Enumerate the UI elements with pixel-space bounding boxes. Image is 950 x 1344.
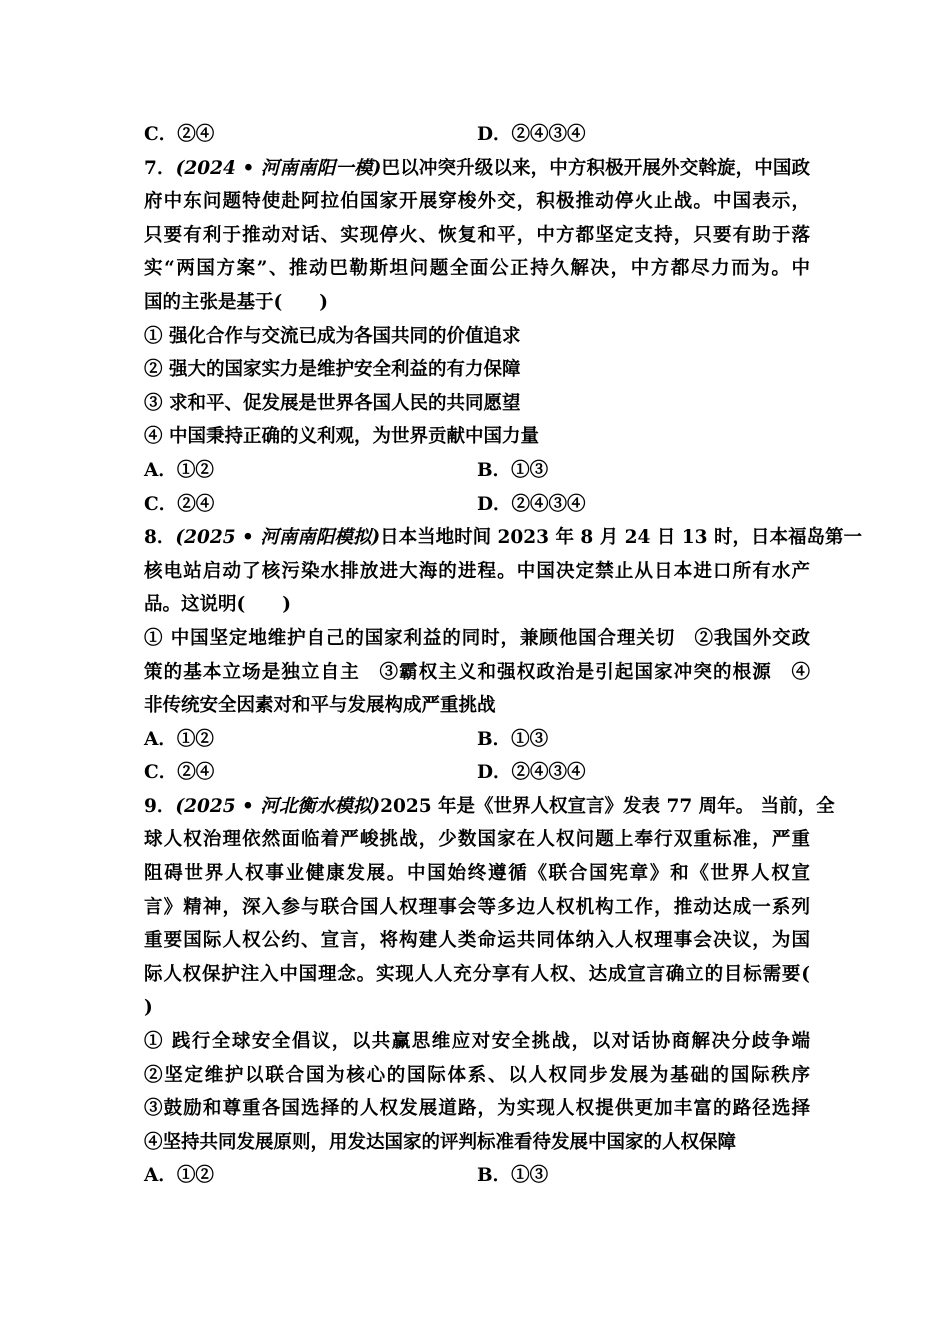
exam-content: [144, 118, 862, 1193]
q9-statement-3: ③鼓励和尊重各国选择的人权发展道路，为实现人权提供更加丰富的路径选择: [144, 1098, 810, 1120]
q9-statement-4: ④坚持共同发展原则，用发达国家的评判标准看待发展中国家的人权保障: [144, 1131, 737, 1153]
q8-options-cd: [144, 756, 810, 790]
q7-option-a[interactable]: A．①②: [144, 459, 214, 481]
q8-option-d[interactable]: D．②④③④: [477, 762, 586, 784]
q6-option-d[interactable]: D．②④③④: [477, 124, 586, 145]
q9-stem-line-5: 重要国际人权公约、宣言，将构建人类命运共同体纳入人权理事会决议，为国: [144, 930, 810, 952]
q9-stem-line-7: ): [144, 997, 153, 1019]
q7-options-ab: [144, 454, 810, 488]
q8-option-b[interactable]: B．①③: [477, 728, 549, 750]
q7-statement-3: ③ 求和平、促发展是世界各国人民的共同愿望: [144, 392, 521, 414]
q8-stem-line-2: 核电站启动了核污染水排放进大海的进程。中国决定禁止从日本进口所有水产: [144, 560, 810, 582]
q8-options-ab: [144, 723, 810, 757]
q9-option-b[interactable]: B．①③: [477, 1165, 549, 1187]
q6-options-cd: [144, 118, 810, 152]
q9-statement-1: ① 践行全球安全倡议，以共赢思维应对安全挑战，以对话协商解决分歧争端: [144, 1031, 810, 1053]
q7-statement-2: ② 强大的国家实力是维护安全利益的有力保障: [144, 359, 521, 381]
q9-number: 9．: [144, 795, 176, 817]
q9-options-ab: [144, 1159, 810, 1193]
q6-option-c[interactable]: C．②④: [144, 124, 215, 145]
q7-stem-line-1: [144, 152, 810, 186]
q8-statement-line-1: ① 中国坚定地维护自己的国家利益的同时，兼顾他国合理关切 ②我国外交政: [144, 627, 810, 649]
q7-number: 7．: [144, 157, 176, 179]
q8-number: 8．: [144, 527, 176, 549]
q7-option-b[interactable]: B．①③: [477, 459, 549, 481]
q8-option-c[interactable]: C．②④: [144, 762, 215, 784]
q9-stem-line-6: 际人权保护注入中国理念。实现人人充分享有人权、达成宣言确立的目标需要(: [144, 963, 810, 985]
q7-option-d[interactable]: D．②④③④: [477, 493, 586, 515]
q8-source: (2025 • 河南南阳模拟): [175, 527, 381, 549]
q8-statement-line-3: 非传统安全因素对和平与发展构成严重挑战: [144, 695, 496, 717]
q9-statement-2: ②坚定维护以联合国为核心的国际体系、以人权同步发展为基础的国际秩序: [144, 1064, 810, 1086]
q7-statement-1: ① 强化合作与交流已成为各国共同的价值追求: [144, 325, 521, 347]
q7-stem-line-3: 只要有利于推动对话、实现停火、恢复和平，中方都坚定支持，只要有助于落: [144, 224, 810, 246]
q7-stem-line-2: 府中东问题特使赴阿拉伯国家开展穿梭外交，积极推动停火止战。中国表示，: [144, 191, 810, 213]
q7-source: (2024 • 河南南阳一模): [175, 157, 382, 179]
q9-stem-line-2: 球人权治理依然面临着严峻挑战，少数国家在人权问题上奉行双重标准，严重: [144, 829, 810, 851]
q9-stem-line-1: [144, 790, 835, 824]
q7-stem-line-5: 国的主张是基于( ): [144, 291, 329, 313]
q9-source: (2025 • 河北衡水模拟): [175, 795, 381, 817]
q9-option-a[interactable]: A．①②: [144, 1165, 214, 1187]
q8-stem-line-3: 品。这说明( ): [144, 594, 292, 616]
q9-stem-line-4: 言》精神，深入参与联合国人权理事会等多边人权机构工作，推动达成一系列: [144, 896, 810, 918]
q8-stem-line-1: [144, 521, 862, 555]
q7-option-c[interactable]: C．②④: [144, 493, 215, 515]
q8-option-a[interactable]: A．①②: [144, 728, 214, 750]
q9-stem-line-3: 阻碍世界人权事业健康发展。中国始终遵循《联合国宪章》和《世界人权宣: [144, 863, 810, 885]
q7-options-cd: [144, 488, 810, 522]
q8-stem-text-1: 日本当地时间 2023 年 8 月 24 日 13 时，日本福岛第一: [380, 527, 862, 549]
q9-stem-text-1: 2025 年是《世界人权宣言》发表 77 周年。 当前，全: [380, 795, 835, 817]
q7-statement-4: ④ 中国秉持正确的义利观，为世界贡献中国力量: [144, 426, 539, 448]
q7-stem-text-1: 巴以冲突升级以来，中方积极开展外交斡旋，中国政: [381, 157, 810, 179]
q7-stem-line-4: 实“两国方案”、推动巴勒斯坦问题全面公正持久解决，中方都尽力而为。中: [144, 258, 810, 280]
q8-statement-line-2: 策的基本立场是独立自主 ③霸权主义和强权政治是引起国家冲突的根源 ④: [144, 661, 810, 683]
